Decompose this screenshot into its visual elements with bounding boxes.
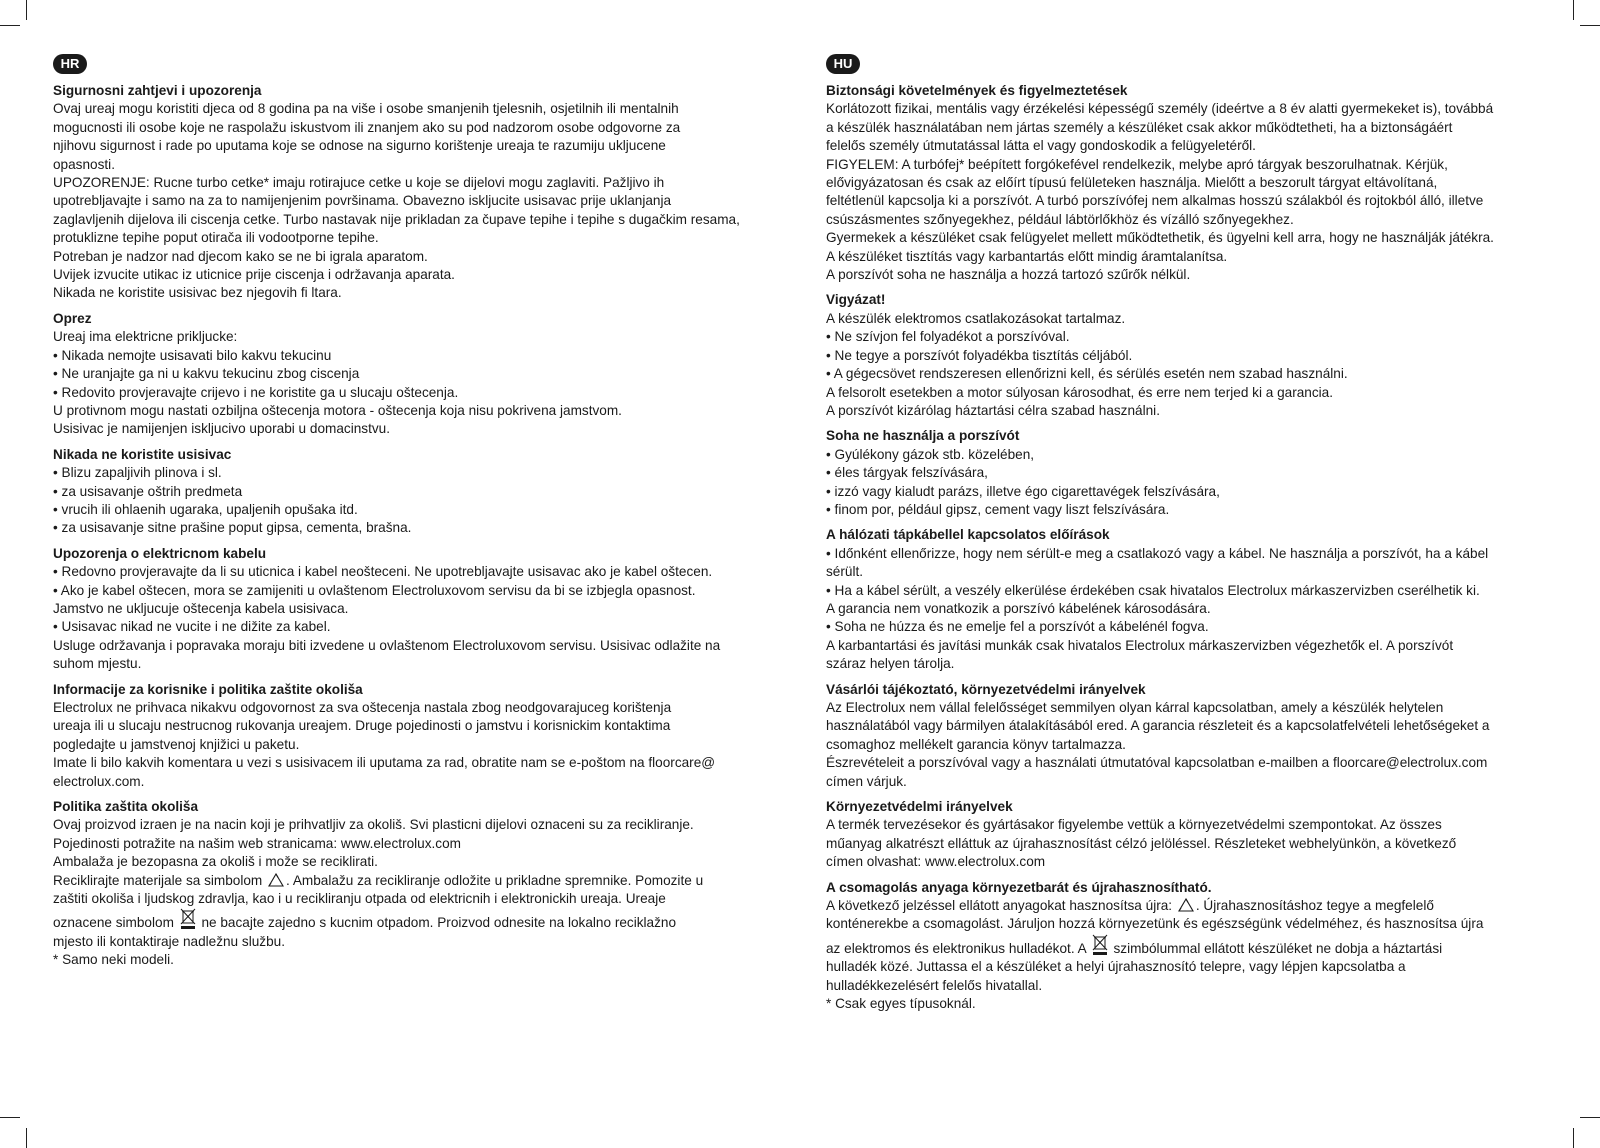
column-hr [53,54,783,977]
section-body: Ureaj ima elektricne prikljucke: • Nikada nemojte usisavati bilo kakvu tekucinu • Ne uranjajte ga ni u kakvu tekucinu zbog ciscenja • Redovito provjeravajte crijevo i ne koristite ga u slucaju oštecenja. U protivnom mogu nastati ozbiljna oštecenja motora - oštecenja koja nisu pokrivena jamstvom. Usisivac je namijenjen iskljucivo uporabi u domacinstvu. [53,329,622,437]
language-badge-hu: HU [826,54,860,74]
section-environment-hr [53,798,783,970]
section-body: • Blizu zapaljivih plinova i sl. • za usisavanje oštrih predmeta • vrucih ili ohlaenih ugaraka, upaljenih opušaka itd. • za usisavanje sitne prašine poput gipsa, cementa, brašna. [53,465,412,536]
section-safety-hr [53,82,783,303]
section-title: Sigurnosni zahtjevi i upozorenja [53,83,262,98]
crossed-bin-icon [180,908,196,930]
section-body: A következő jelzéssel ellátott anyagokat hasznosítsa újra: . Újrahasznosításhoz tegye a megfelelő konténerekbe a csomagolást. Járuljon hozzá környezetünk és egészségünk védelméhez, és hasznosítsa újra az elektromos és elektronikus hulladékot. A szimbólummal ellátott készüléket ne dobja a háztartási hulladék közé. Juttassa el a készüléket a helyi újrahasznosító telepre, vagy lépjen kapcsolatba a hulladékkezelésért felelős hivatallal. * Csak egyes típusoknál. [826,898,1484,1012]
section-title: A hálózati tápkábellel kapcsolatos előírások [826,527,1110,543]
section-title: Oprez [53,310,92,326]
section-consumer-info-hu [826,681,1546,791]
section-never-use-hr [53,446,783,538]
section-body: Korlátozott fizikai, mentális vagy érzékelési képességű személy (ideértve a 8 év alatti gyermekeket is), továbbá a készülék használatában nem jártas személy a készüléket csak akkor működtetheti, ha a biztonságáért felelős személy útmutatással látta el vagy gondoskodik a felügyeletéről. FIGYELEM: A turbófej* beépített forgókefével rendelkezik, melybe apró tárgyak beszorulhatnak. Kérjük, elővigyázatosan és csak az előírt típusú felületeken használja. Mielőtt a beszorult tárgyat eltávolítaná, feltétlenül kapcsolja ki a porszívót. A turbó porszívófej nem alkalmas hosszú szálakból és rojtokból álló, illetve csúszásmentes szőnyegekhez, például lábtörlőkhöz és vízálló szőnyegekhez. Gyermekek a készüléket csak felügyelet mellett működtethetik, és ügyelni kell arra, hogy ne használják játékra. A készüléket tisztítás vagy karbantartás előtt mindig áramtalanítsa. A porszívót soha ne használja a hozzá tartozó szűrők nélkül. [826,101,1494,283]
section-title: Vigyázat! [826,292,886,308]
section-caution-hr [53,310,783,439]
section-body: • Redovno provjeravajte da li su uticnica i kabel neošteceni. Ne upotrebljavajte usisavac ako je kabel oštecen. • Ako je kabel oštecen, mora se zamijeniti u ovlaštenom Electroluxovom servisu da bi se izbjegla opasnost. Jamstvo ne ukljucuje oštecenja kabela usisivaca. • Usisavac nikad ne vucite i ne dižite za kabel. Usluge održavanja i popravaka moraju biti izvedene u ovlaštenom Electroluxovom servisu. Usisivac odlažite na suhom mjestu. [53,564,721,672]
crop-mark [1580,1117,1600,1118]
section-environment-hu [826,798,1546,872]
section-body: • Időnként ellenőrizze, hogy nem sérült-e meg a csatlakozó vagy a kábel. Ne használja a porszívót, ha a kábel sérült. • Ha a kábel sérült, a veszély elkerülése érdekében csak hivatalos Electrolux márkaszervizben cserélhetik ki. A garancia nem vonatkozik a porszívó kábelének károsodására. • Soha ne húzza és ne emelje fel a porszívót a kábelénél fogva. A karbantartási és javítási munkák csak hivatalos Electrolux márkaszervizben végezhetők el. A porszívót száraz helyen tárolja. [826,545,1489,672]
section-body: Ovaj proizvod izraen je na nacin koji je prihvatljiv za okoliš. Svi plasticni dijelovi oznaceni su za recikliranje. Pojedinosti potražite na našim web stranicama: www.electrolux.com Ambalaža je bezopasna za okoliš i može se reciklirati. Reciklirajte materijale sa simbolom . Ambalažu za recikliranje odložite u prikladne spremnike. Pomozite u zaštiti okoliša i ljudskog zdravlja, kao i u recikliranju otpada od elektricnih i elektronickih ureaja. Ureaje oznacene simbolom ne bacajte zajedno s kucnim otpadom. Proizvod odnesite na lokalno reciklažno mjesto ili kontaktiraje nadležnu službu. * Samo neki modeli. [53,817,704,968]
section-body: A termék tervezésekor és gyártásakor figyelembe vettük a környezetvédelmi szempontokat. Az összes műanyag alkatrészt elláttuk az újrahasznosítást célzó jelöléssel. Részleteket webhelyünkön, a következő címen olvashat: www.electrolux.com [826,817,1457,870]
section-title: Politika zaštita okoliša [53,799,199,815]
crop-mark [26,0,27,20]
recycle-icon [268,873,284,887]
section-body: A készülék elektromos csatlakozásokat tartalmaz. • Ne szívjon fel folyadékot a porszívóval. • Ne tegye a porszívót folyadékba tisztítás céljából. • A gégecsövet rendszeresen ellenőrizni kell, és sérülés esetén nem szabad használni. A felsorolt esetekben a motor súlyosan károsodhat, és erre nem terjed ki a garancia. A porszívót kizárólag háztartási célra szabad használni. [826,310,1348,418]
section-cable-hu [826,526,1546,673]
section-body: Ovaj ureaj mogu koristiti djeca od 8 godina pa na više i osobe smanjenih tjelesnih, osjetilnih ili mentalnih mogucnosti ili osobe koje ne raspolažu iskustvom ili znanjem ako su pod nadzorom osobe odgovorne za njihovu sigurnost i rade po uputama koje se odnose na sigurno korištenje ureaja te razumiju ukljucene opasnosti. UPOZORENJE: Rucne turbo cetke* imaju rotirajuce cetke u koje se dijelovi mogu zaglaviti. Pažljivo ih upotrebljavajte i samo na za to namijenjenim površinama. Obavezno iskljucite usisavac prije uklanjanja zaglavljenih dijelova ili ciscenja cetke. Turbo nastavak nije prikladan za čupave tepihe i tepihe s dugačkim resama, protuklizne tepihe poput otirača ili vodootporne tepihe. Potreban je nadzor nad djecom kako se ne bi igrala aparatom. Uvijek izvucite utikac iz uticnice prije ciscenja i održavanja aparata. Nikada ne koristite usisivac bez njegovih fi ltara. [53,101,740,301]
crop-mark [0,25,20,26]
crossed-bin-icon [1092,934,1108,956]
section-caution-hu [826,291,1546,420]
section-body: Electrolux ne prihvaca nikakvu odgovornost za sva oštecenja nastala zbog neodgovarajuceg korištenja ureaja ili u slucaju nestrucnog rukovanja ureajem. Druge pojedinosti o jamstvu i korisnickim kontaktima pogledajte u jamstvenoj knjižici u paketu. Imate li bilo kakvih komentara u vezi s usisivacem ili uputama za rad, obratite nam se e-poštom na floorcare@ electrolux.com. [53,700,716,789]
section-packaging-hu [826,879,1546,1014]
section-title: Biztonsági követelmények és figyelmeztetések [826,83,1128,98]
section-consumer-info-hr [53,681,783,791]
section-safety-hu [826,82,1546,284]
section-title: Környezetvédelmi irányelvek [826,799,1013,815]
section-title: Vásárlói tájékoztató, környezetvédelmi irányelvek [826,681,1146,697]
crop-mark [1573,0,1574,20]
section-title: Informacije za korisnike i politika zaštite okoliša [53,681,363,697]
crop-mark [26,1128,27,1148]
crop-mark [0,1117,20,1118]
section-title: Upozorenja o elektricnom kabelu [53,545,267,561]
crop-mark [1580,25,1600,26]
section-cable-hr [53,545,783,674]
section-title: A csomagolás anyaga környezetbarát és újrahasznosítható. [826,879,1212,895]
recycle-icon [1178,898,1194,912]
section-body: Az Electrolux nem vállal felelősséget semmilyen olyan kárral kapcsolatban, amely a készülék helytelen használatából vagy bármilyen átalakításából ered. A garancia részleteit és a kapcsolatfelvételi lehetőségeket a csomaghoz mellékelt garancia könyv tartalmazza. Észrevételeit a porszívóval vagy a használati útmutatóval kapcsolatban e-mailben a floorcare@electrolux.com címen várjuk. [826,700,1490,789]
crop-mark [1573,1128,1574,1148]
column-hu [826,54,1546,1021]
section-never-use-hu [826,427,1546,519]
section-body: • Gyúlékony gázok stb. közelében, • éles tárgyak felszívására, • izzó vagy kialudt parázs, illetve égo cigarettavégek felszívására, • finom por, például gipsz, cement vagy liszt felszívására. [826,446,1220,517]
section-title: Nikada ne koristite usisivac [53,446,232,462]
language-badge-hr: HR [53,54,87,74]
section-title: Soha ne használja a porszívót [826,428,1020,444]
